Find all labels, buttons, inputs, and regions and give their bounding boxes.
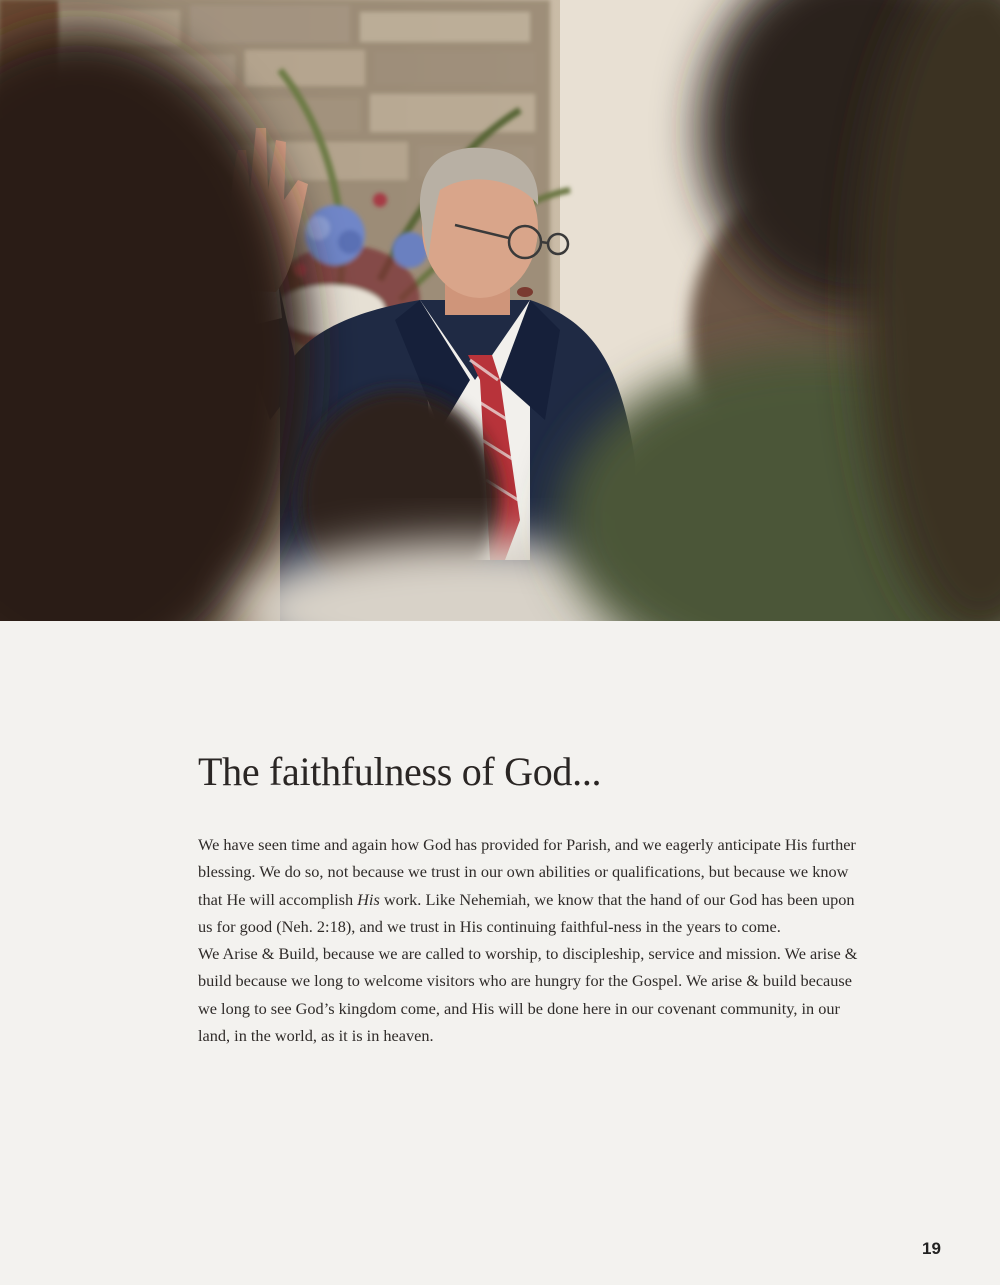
page-number: 19 <box>922 1239 941 1258</box>
paragraph-1-emphasis: His <box>357 889 380 909</box>
paragraph-1-part-1: We have seen time and again how God has provided for Parish, and we eagerly anticipate His further blessing. We do so, not because we trust in our own abilities or qualifications, but because we know that He will accomplish <box>198 835 856 909</box>
paragraph-1-part-2: work. Like Nehemiah, we know that the hand of our God has been upon us for good (Neh. 2:18), and we trust in His continuing faithful-ness in the years to come. <box>198 889 855 936</box>
paragraph-2-text: We Arise & Build, because we are called to worship, to discipleship, service and mission. We arise & build because we long to welcome visitors who are hungry for the Gospel. We arise & build because we long to see God’s kingdom come, and His will be done here in our covenant community, in our land, in the world, as it is in heaven. <box>198 944 858 1046</box>
body-text <box>198 831 868 1049</box>
hero-photo <box>0 0 1000 621</box>
page-title: The faithfulness of God... <box>198 749 602 794</box>
paragraph-2 <box>198 940 868 1049</box>
paragraph-1 <box>198 831 868 940</box>
